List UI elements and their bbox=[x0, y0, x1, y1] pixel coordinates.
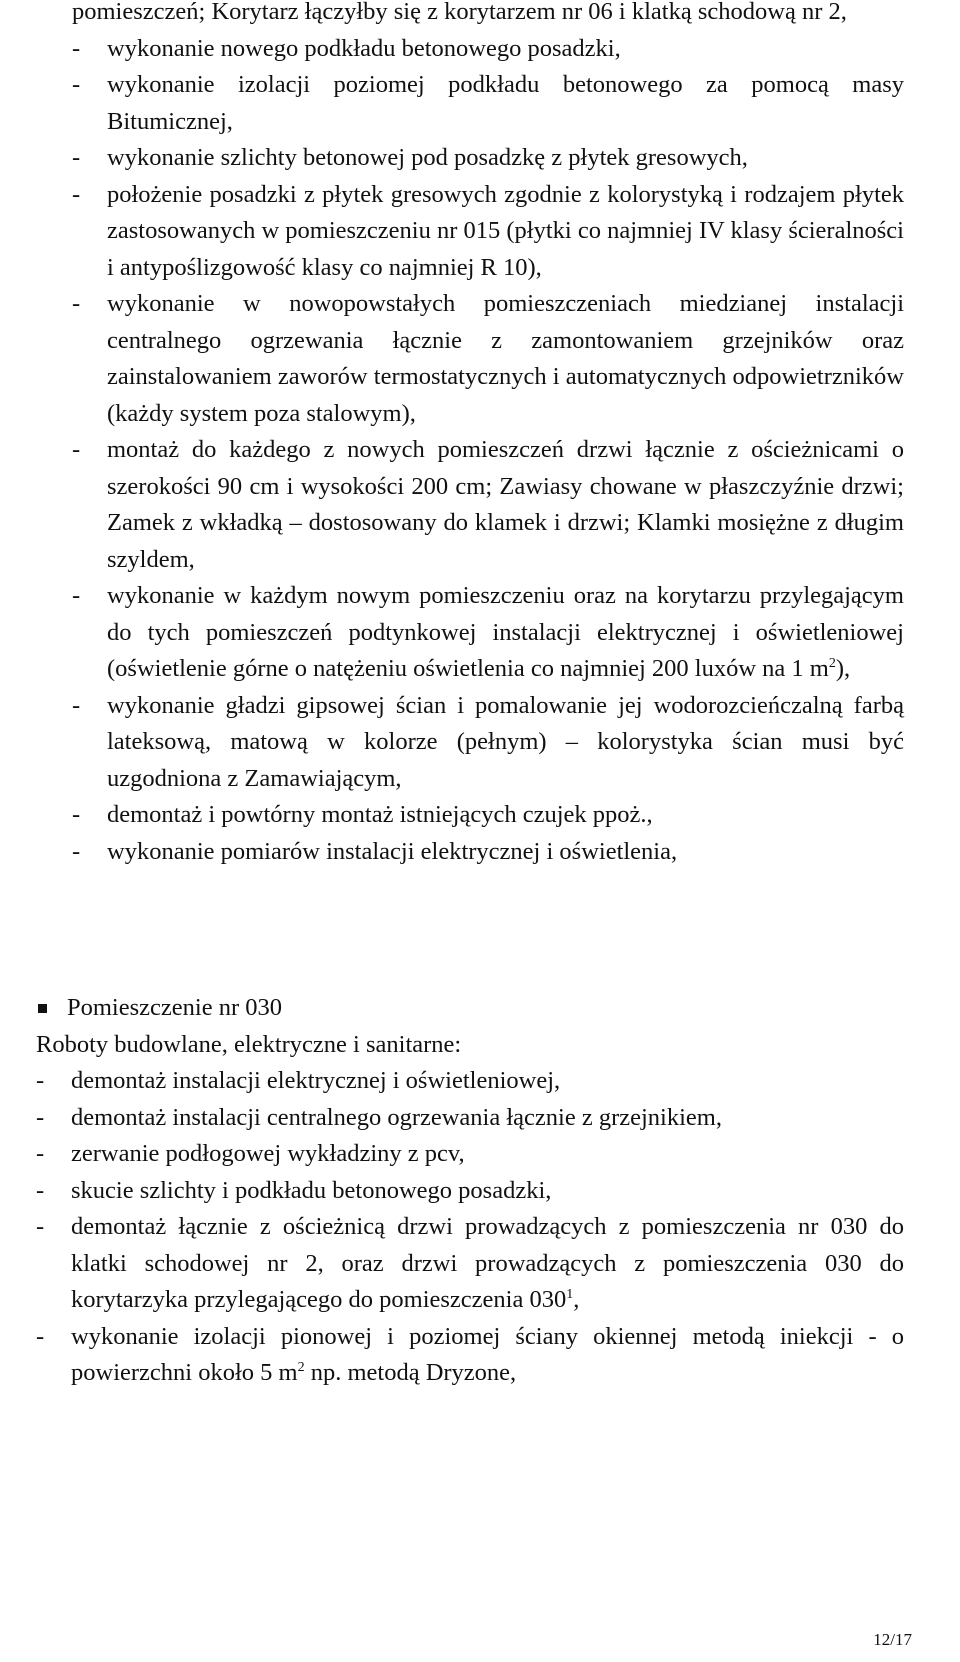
dash-marker: - bbox=[72, 582, 81, 609]
list-item bbox=[36, 1100, 904, 1137]
dash-marker: - bbox=[36, 1140, 45, 1167]
section-list bbox=[36, 1063, 904, 1392]
list-item-text: wykonanie szlichty betonowej pod posadzkę z płytek gresowych, bbox=[107, 144, 748, 171]
superscript: 1 bbox=[566, 1287, 574, 1302]
dash-marker: - bbox=[36, 1176, 45, 1204]
section-pomieszczenie-030 bbox=[36, 990, 904, 1392]
list-item-text: demontaż i powtórny montaż istniejących czujek ppoż., bbox=[107, 801, 653, 828]
list-item bbox=[72, 688, 904, 798]
list-item bbox=[36, 1063, 904, 1100]
list-item-text: montaż do każdego z nowych pomieszczeń drzwi łącznie z ościeżnicami o szerokości 90 cm i wysokości 200 cm; Zawiasy chowane w płaszczyźnie drzwi; Zamek z wkładką – dostosowany do klamek i drzwi; Klamki mosiężne z długim szyldem, bbox=[107, 436, 904, 573]
list-item bbox=[72, 432, 904, 578]
list-item-text: skucie szlichty i podkładu betonowego posadzki, bbox=[71, 1176, 552, 1204]
list-item-text: zerwanie podłogowej wykładziny z pcv, bbox=[71, 1140, 465, 1167]
dash-marker: - bbox=[72, 71, 81, 98]
dash-marker: - bbox=[36, 1067, 45, 1094]
list-item-text: wykonanie izolacji pionowej i poziomej ściany okiennej metodą iniekcji - o powierzchni około 5 $m^2$ np. metodą Dryzone, bbox=[71, 1322, 904, 1386]
list-item bbox=[72, 578, 904, 688]
intro-paragraph: pomieszczeń; Korytarz łączyłby się z korytarzem nr 06 i klatką schodową nr 2, bbox=[72, 0, 847, 25]
section-heading: Pomieszczenie nr 030 bbox=[67, 994, 282, 1021]
dash-marker: - bbox=[72, 837, 81, 865]
list-item bbox=[72, 286, 904, 432]
top-list bbox=[72, 31, 904, 871]
list-item-text: demontaż instalacji elektrycznej i oświetleniowej, bbox=[71, 1067, 561, 1094]
list-item-text: demontaż łącznie z ościeżnicą drzwi prowadzących z pomieszczenia nr 030 do klatki schodowej nr 2, oraz drzwi prowadzących z pomieszczenia 030 do korytarzyka przylegającego do pomieszczenia $030^1$, bbox=[71, 1213, 904, 1313]
dash-marker: - bbox=[36, 1213, 45, 1240]
dash-marker: - bbox=[72, 180, 81, 208]
dash-marker: - bbox=[72, 691, 81, 719]
list-item bbox=[36, 1209, 904, 1319]
list-item bbox=[72, 834, 904, 871]
dash-marker: - bbox=[72, 436, 81, 463]
list-item-text: wykonanie w każdym nowym pomieszczeniu oraz na korytarzu przylegającym do tych pomieszczeń podtynkowej instalacji elektrycznej i oświetleniowej (oświetlenie górne o natężeniu oświetlenia co najmniej 200 luxów na 1 $m^2$), bbox=[107, 582, 904, 682]
list-item-text: wykonanie izolacji poziomej podkładu betonowego za pomocą masy Bitumicznej, bbox=[107, 71, 904, 135]
square-bullet-icon bbox=[38, 1004, 47, 1013]
dash-marker: - bbox=[72, 290, 81, 317]
superscript: 2 bbox=[828, 656, 836, 671]
dash-marker: - bbox=[72, 801, 81, 828]
section-heading-row bbox=[36, 990, 904, 1027]
list-item-text: wykonanie pomiarów instalacji elektrycznej i oświetlenia, bbox=[107, 837, 678, 865]
list-item-text: wykonanie w nowopowstałych pomieszczeniach miedzianej instalacji centralnego ogrzewania łącznie z zamontowaniem grzejników oraz zainstalowaniem zaworów termostatycznych i automatycznych odpowietrzników (każdy system poza stalowym), bbox=[107, 290, 904, 427]
dash-marker: - bbox=[36, 1103, 45, 1131]
list-item bbox=[72, 31, 904, 68]
list-item bbox=[72, 797, 904, 834]
list-item-text: demontaż instalacji centralnego ogrzewania łącznie z grzejnikiem, bbox=[71, 1103, 722, 1131]
list-item-text: wykonanie nowego podkładu betonowego posadzki, bbox=[107, 34, 621, 62]
list-item bbox=[72, 177, 904, 287]
superscript: 2 bbox=[297, 1360, 305, 1375]
list-item-text: wykonanie gładzi gipsowej ścian i pomalowanie jej wodorozcieńczalną farbą lateksową, matową w kolorze (pełnym) – kolorystyka ścian musi być uzgodniona z Zamawiającym, bbox=[107, 691, 904, 792]
dash-marker: - bbox=[72, 34, 81, 62]
list-item bbox=[36, 1136, 904, 1173]
list-item bbox=[72, 67, 904, 140]
dash-marker: - bbox=[36, 1322, 45, 1350]
list-item bbox=[36, 1319, 904, 1392]
section-subheading: Roboty budowlane, elektryczne i sanitarne: bbox=[36, 1030, 462, 1058]
list-item-text: położenie posadzki z płytek gresowych zgodnie z kolorystyką i rodzajem płytek zastosowanych w pomieszczeniu nr 015 (płytki co najmniej IV klasy ścieralności i antypoślizgowość klasy co najmniej R 10), bbox=[107, 180, 904, 281]
dash-marker: - bbox=[72, 144, 81, 171]
top-block bbox=[72, 0, 904, 870]
page-number: 12/17 bbox=[873, 1630, 912, 1649]
list-item bbox=[72, 140, 904, 177]
list-item bbox=[36, 1173, 904, 1210]
